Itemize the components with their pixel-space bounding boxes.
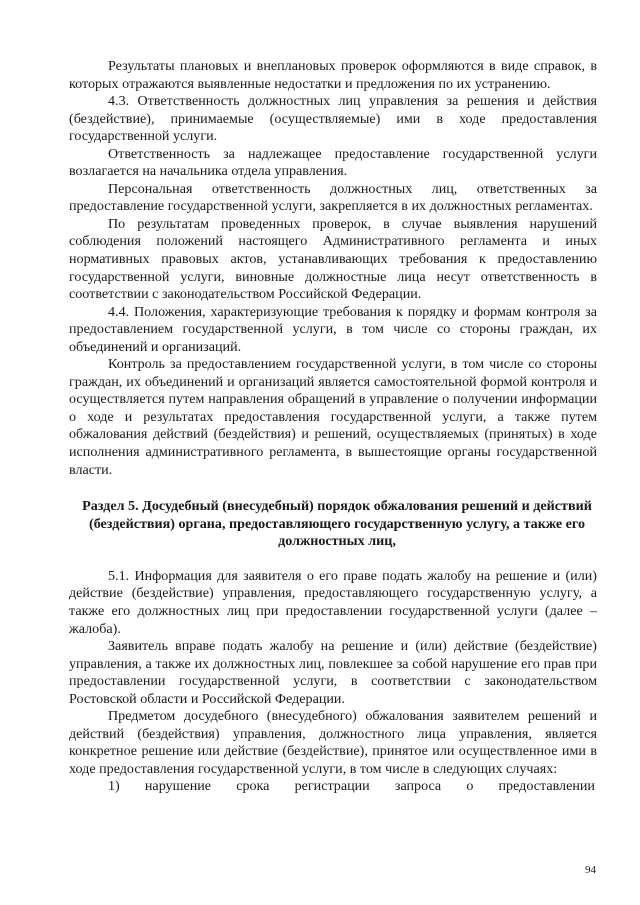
paragraph: Предметом досудебного (внесудебного) обжалования заявителем решений и действий (бездействия) управления, должностного лица управления, является конкретное решение или действие (бездействие), принятое или осуществленное ими в ходе предоставления государственной услуги, в том числе в следующих случаях: xyxy=(69,708,597,777)
paragraph: 4.3. Ответственность должностных лиц управления за решения и действия (бездействие), принимаемые (осуществляемые) ими в ходе предоставления государственной услуги. xyxy=(69,93,597,145)
paragraph: 5.1. Информация для заявителя о его праве подать жалобу на решение и (или) действие (бездействие) управления, предоставляющего государственную услугу, а также его должностных лиц при предоставлении государственной услуги (далее – жалоба). xyxy=(69,567,597,637)
list-item-word: нарушение xyxy=(144,778,212,795)
paragraph: Контроль за предоставлением государственной услуги, в том числе со стороны граждан, их объединений и организаций является самостоятельной формой контроля и осуществляется путем направления обращений в управление о получении информации о ходе и результатах предоставления государственной услуги, а также путем обжалования действий (бездействия) и решений, осуществляемых (принятых) в ходе исполнения административного регламента, в вышестоящие органы государственной власти. xyxy=(69,356,597,478)
section-heading: Раздел 5. Досудебный (внесудебный) порядок обжалования решений и действий (бездействия) органа, предоставляющего государственную услугу, а также его должностных лиц, xyxy=(82,498,592,550)
page-number: 94 xyxy=(585,864,596,876)
list-item-start xyxy=(69,778,597,796)
paragraph: Персональная ответственность должностных лиц, ответственных за предоставление государственной услуги, закрепляется в их должностных регламентах. xyxy=(69,180,597,215)
list-item-word: о xyxy=(466,778,474,795)
paragraph: По результатам проведенных проверок, в случае выявления нарушений соблюдения положений настоящего Административного регламента и иных нормативных правовых актов, устанавливающих требования к предоставлению государственной услуги, виновные должностные лица несут ответственность в соответствии с законодательством Российской Федерации. xyxy=(69,215,597,303)
document-page xyxy=(69,58,597,796)
list-item-word: запроса xyxy=(394,778,442,795)
paragraph: Заявитель вправе подать жалобу на решение и (или) действие (бездействие) управления, а также их должностных лиц, повлекшее за собой нарушение его прав при предоставлении государственной услуги, в соответствии с законодательством Ростовской области и Российской Федерации. xyxy=(69,638,597,707)
paragraph: 4.4. Положения, характеризующие требования к порядку и формам контроля за предоставлением государственной услуги, в том числе со стороны граждан, их объединений и организаций. xyxy=(69,303,597,355)
paragraph: Результаты плановых и внеплановых проверок оформляются в виде справок, в которых отражаются выявленные недостатки и предложения по их устранению. xyxy=(69,58,597,92)
list-item-word: срока xyxy=(236,778,270,795)
list-item-word: предоставлении xyxy=(498,778,595,795)
list-item-number: 1) xyxy=(108,778,120,795)
paragraph: Ответственность за надлежащее предоставление государственной услуги возлагается на начальника отдела управления. xyxy=(69,145,597,180)
list-item-word: регистрации xyxy=(294,778,370,795)
